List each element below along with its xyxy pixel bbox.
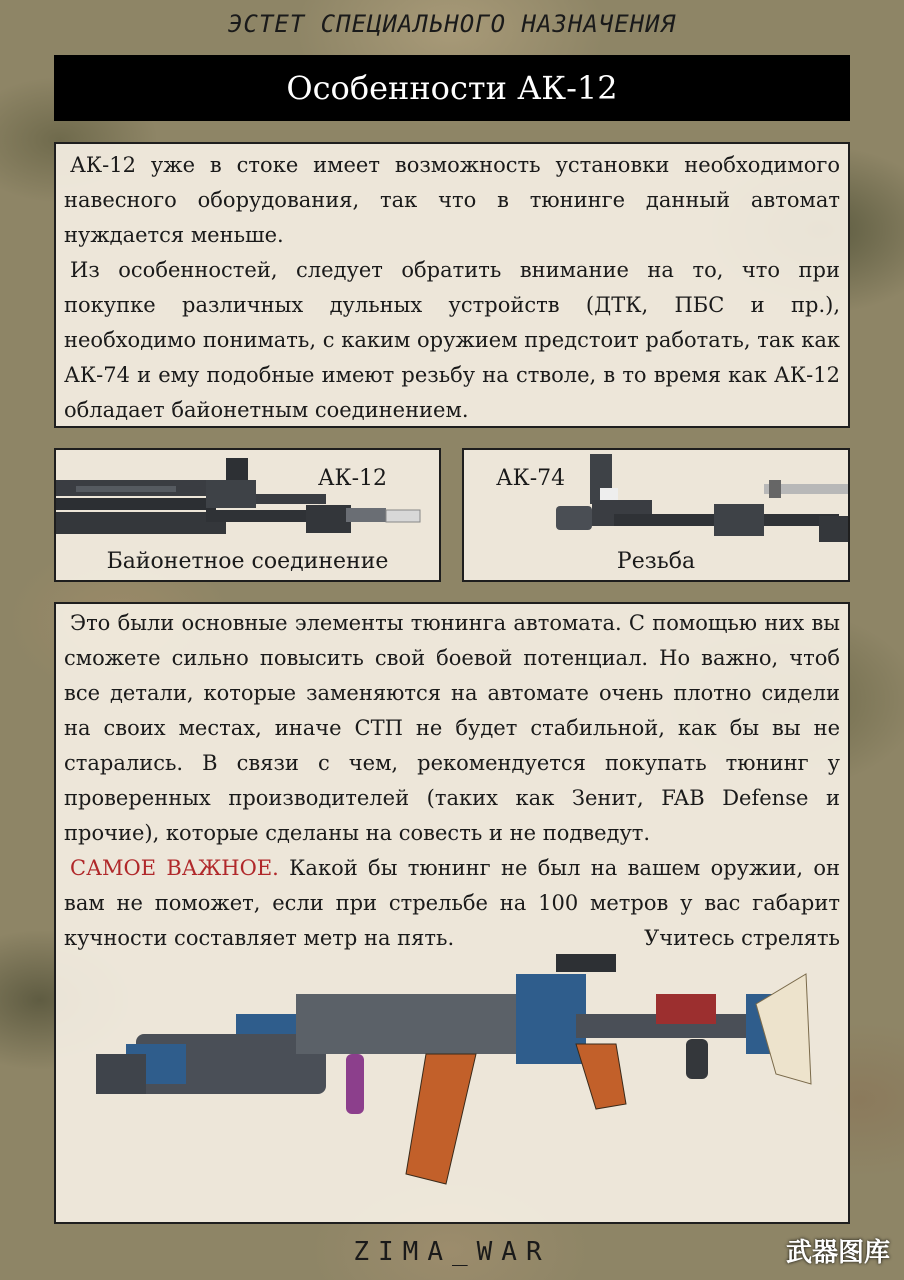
page-title: Особенности АК-12 <box>54 55 850 121</box>
intro-paragraph-2: Из особенностей, следует обратить внимание на то, что при покупке различных дульных устройств (ДТК, ПБС и пр.), необходимо понимать, с каким оружием предстоит работать, так как АК-74 и ему подобные имеют резьбу на стволе, в то время как АК-12 обладает байонетным соединением. <box>64 258 840 422</box>
ak74-label: АК-74 <box>496 466 566 491</box>
signoff: Учитесь стрелять <box>644 926 840 950</box>
important-highlight: САМОЕ ВАЖНОЕ. <box>70 856 279 880</box>
ak12-muzzle-panel <box>54 448 441 582</box>
series-title: ЭСТЕТ СПЕЦИАЛЬНОГО НАЗНАЧЕНИЯ <box>227 10 677 38</box>
ak12-label: АК-12 <box>317 466 387 491</box>
ak74-muzzle-panel <box>462 448 850 582</box>
watermark: 武器图库 <box>785 1238 890 1268</box>
conclusion-paragraph: Это были основные элементы тюнинга автомата. С помощью них вы сможете сильно повысить свой боевой потенциал. Но важно, чтоб все детали, которые заменяются на автомате очень плотно сидели на своих местах, иначе СТП не будет стабильной, как бы вы не старались. В связи с чем, рекомендуется покупать тюнинг у проверенных производителей (таких как Зенит, FAB Defense и прочие), которые сделаны на совесть и не подведут. <box>64 611 840 845</box>
important-text: Какой бы тюнинг не был на вашем оружии, он вам не поможет, если при стрельбе на 100 метров у вас габарит кучности составляет метр на пять. <box>64 856 840 950</box>
conclusion-panel <box>54 602 850 1224</box>
intro-paragraph-1: АК-12 уже в стоке имеет возможность установки необходимого навесного оборудования, так что в тюнинге данный автомат нуждается меньше. <box>64 153 840 247</box>
author-signature: ZIMA_WAR <box>353 1237 551 1267</box>
intro-panel <box>54 142 850 428</box>
ak74-caption: Резьба <box>616 549 696 574</box>
tuned-rifle-illustration <box>96 934 816 1194</box>
ak12-caption: Байонетное соединение <box>106 549 389 574</box>
